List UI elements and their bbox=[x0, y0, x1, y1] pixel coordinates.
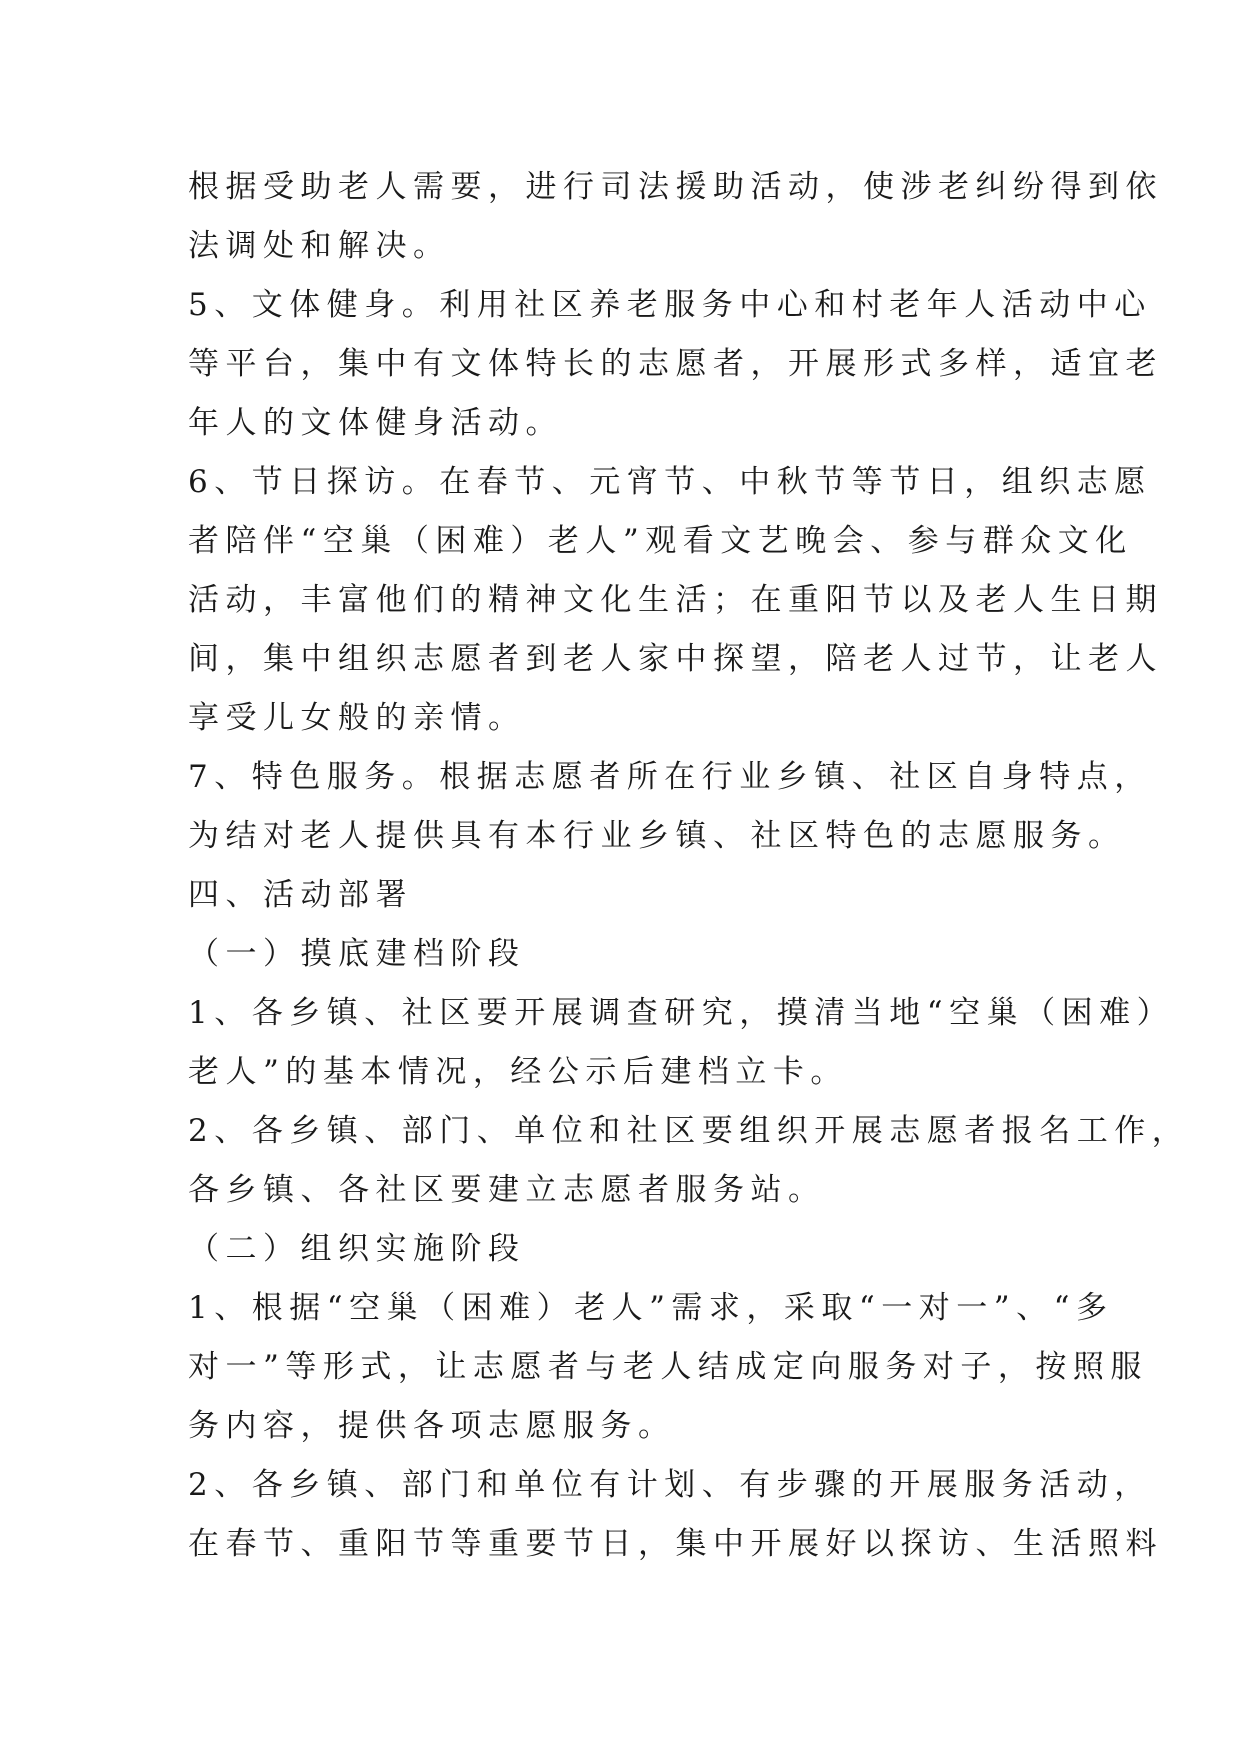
text-line: 各乡镇、各社区要建立志愿者服务站。 bbox=[188, 1172, 826, 1208]
document-body bbox=[188, 158, 1190, 1574]
text-line: 对一”等形式，让志愿者与老人结成定向服务对子，按照服 bbox=[188, 1349, 1148, 1385]
text-line: 1、根据“空巢（困难）老人”需求，采取“一对一”、“多 bbox=[188, 1290, 1114, 1326]
section-heading: 四、活动部署 bbox=[188, 877, 413, 913]
text-line: 年人的文体健身活动。 bbox=[188, 405, 563, 441]
text-line: 老人”的基本情况，经公示后建档立卡。 bbox=[188, 1054, 848, 1090]
text-line: 享受儿女般的亲情。 bbox=[188, 700, 526, 736]
text-line: 1、各乡镇、社区要开展调查研究，摸清当地“空巢（困难） bbox=[188, 995, 1175, 1031]
text-line: 2、各乡镇、部门和单位有计划、有步骤的开展服务活动， bbox=[188, 1467, 1152, 1503]
text-line: 为结对老人提供具有本行业乡镇、社区特色的志愿服务。 bbox=[188, 818, 1126, 854]
text-line: 2、各乡镇、部门、单位和社区要组织开展志愿者报名工作， bbox=[188, 1113, 1190, 1149]
text-line: 在春节、重阳节等重要节日，集中开展好以探访、生活照料 bbox=[188, 1526, 1163, 1562]
text-line: 等平台，集中有文体特长的志愿者，开展形式多样，适宜老 bbox=[188, 346, 1163, 382]
text-line: 者陪伴“空巢（困难）老人”观看文艺晚会、参与群众文化 bbox=[188, 523, 1133, 559]
text-line: 务内容，提供各项志愿服务。 bbox=[188, 1408, 676, 1444]
text-line: 活动，丰富他们的精神文化生活；在重阳节以及老人生日期 bbox=[188, 582, 1163, 618]
text-line: 根据受助老人需要，进行司法援助活动，使涉老纠纷得到依 bbox=[188, 169, 1163, 205]
text-line: 5、文体健身。利用社区养老服务中心和村老年人活动中心 bbox=[188, 287, 1152, 323]
subsection-heading: （一）摸底建档阶段 bbox=[188, 936, 526, 972]
text-line: 法调处和解决。 bbox=[188, 228, 451, 264]
text-line: 间，集中组织志愿者到老人家中探望，陪老人过节，让老人 bbox=[188, 641, 1163, 677]
subsection-heading: （二）组织实施阶段 bbox=[188, 1231, 526, 1267]
text-line: 6、节日探访。在春节、元宵节、中秋节等节日，组织志愿 bbox=[188, 464, 1152, 500]
text-line: 7、特色服务。根据志愿者所在行业乡镇、社区自身特点， bbox=[188, 759, 1152, 795]
